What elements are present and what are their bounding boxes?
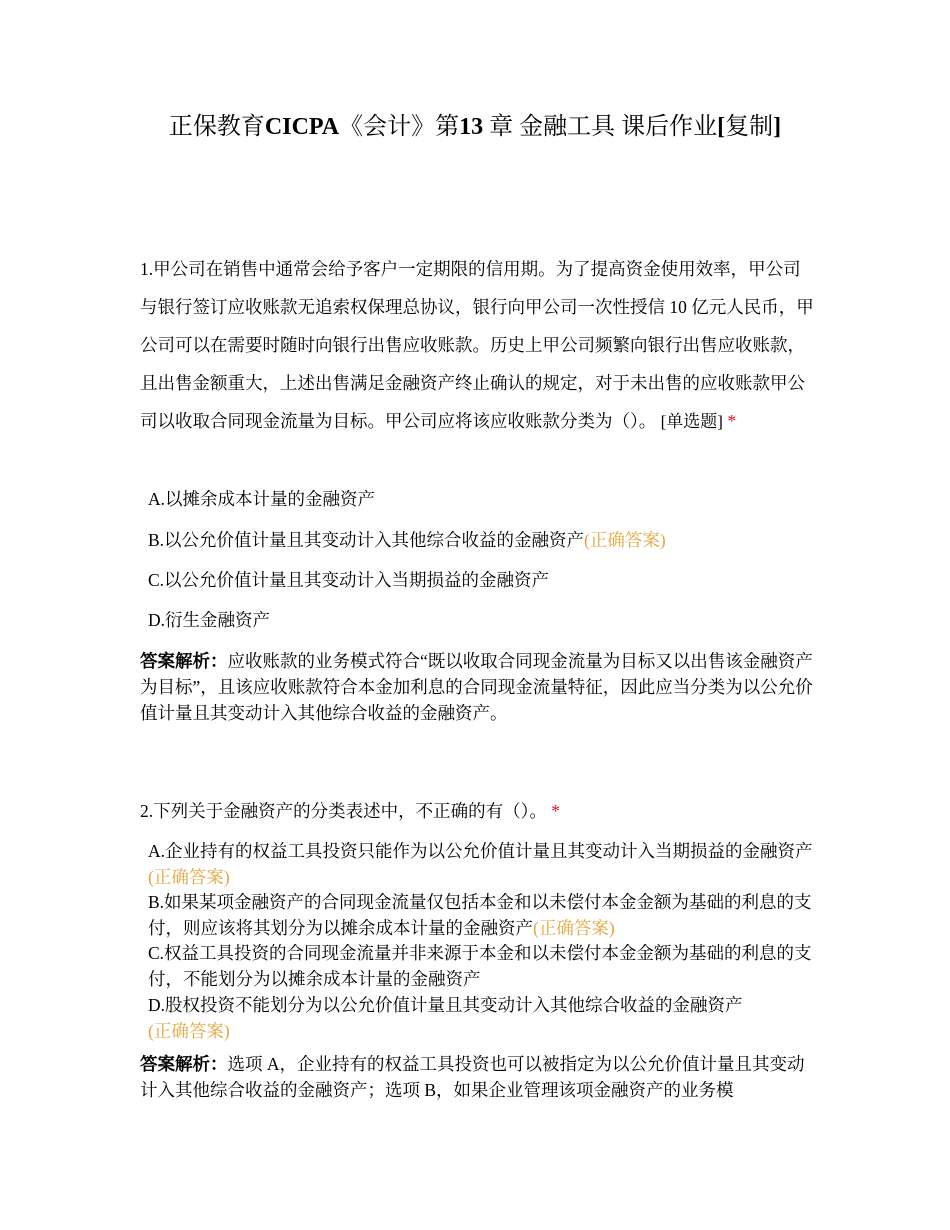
question-2-stem xyxy=(140,798,815,824)
question-2-option-b xyxy=(148,889,813,941)
correct-answer-tag: (正确答案) xyxy=(148,1021,230,1041)
title-text: ] xyxy=(773,114,782,140)
option-text: D.股权投资不能划分为以公允价值计量且其变动计入其他综合收益的金融资产 xyxy=(148,995,743,1015)
question-1-stem xyxy=(140,250,815,441)
question-1-option-b xyxy=(148,527,813,552)
question-1-option-a xyxy=(148,486,813,511)
required-marker: * xyxy=(727,411,737,431)
analysis-text: 选项 A，企业持有的权益工具投资也可以被指定为以公允价值计量且其变动计入其他综合收益的金融资产；选项 B，如果企业管理该项金融资产的业务模 xyxy=(140,1054,805,1100)
analysis-text: 应收账款的业务模式符合“既以收取合同现金流量为目标又以出售该金融资产为目标”，且该应收账款符合本金加利息的合同现金流量特征，因此应当分类为以公允价值计量且其变动计入其他综合收益的金融资产。 xyxy=(140,651,813,723)
title-text: 正保教育 xyxy=(168,114,265,140)
analysis-label: 答案解析： xyxy=(140,1054,228,1074)
title-text: 《会计》第 xyxy=(339,114,460,140)
option-text: C.以公允价值计量且其变动计入当期损益的金融资产 xyxy=(148,570,550,590)
question-1-option-d xyxy=(148,607,813,632)
option-text: A.以摊余成本计量的金融资产 xyxy=(148,489,376,509)
correct-answer-tag: (正确答案) xyxy=(148,867,230,887)
option-text: D.衍生金融资产 xyxy=(148,610,271,630)
question-2-text: 2.下列关于金融资产的分类表述中，不正确的有（）。 xyxy=(140,801,547,821)
correct-answer-tag: (正确答案) xyxy=(584,530,666,550)
question-2-option-d xyxy=(148,992,813,1044)
question-1-text: 1.甲公司在销售中通常会给予客户一定期限的信用期。为了提高资金使用效率，甲公司与银行签订应收账款无追索权保理总协议，银行向甲公司一次性授信 10 亿元人民币，甲公司可以在需要时随时向银行出售应收账款。历史上甲公司频繁向银行出售应收账款，且出售金额重大，上述出售满足金融资产终止确认的规定，对于未出售的应收账款甲公司以收取合同现金流量为目标。甲公司应将该应收账款分类为（）。 xyxy=(140,259,814,431)
question-2-analysis xyxy=(140,1051,815,1103)
title-text: 章 金融工具 课后作业 xyxy=(489,114,718,140)
title-text: CICPA xyxy=(264,114,340,140)
question-2-option-c xyxy=(148,940,813,992)
option-text: C.权益工具投资的合同现金流量并非来源于本金和以未偿付本金金额为基础的利息的支付，不能划分为以摊余成本计量的金融资产 xyxy=(148,943,812,989)
question-1-analysis xyxy=(140,648,815,726)
option-text: A.企业持有的权益工具投资只能作为以公允价值计量且其变动计入当期损益的金融资产 xyxy=(148,841,813,861)
title-text: 13 xyxy=(459,114,484,140)
option-text: B.以公允价值计量且其变动计入其他综合收益的金融资产 xyxy=(148,530,585,550)
question-1-option-c xyxy=(148,567,813,592)
correct-answer-tag: (正确答案) xyxy=(533,918,615,938)
option-text: B.如果某项金融资产的合同现金流量仅包括本金和以未偿付本金金额为基础的利息的支付，则应该将其划分为以摊余成本计量的金融资产 xyxy=(148,892,812,938)
analysis-label: 答案解析： xyxy=(140,651,228,671)
page-title xyxy=(0,110,950,144)
title-text: [ xyxy=(717,114,726,140)
title-text: 复制 xyxy=(725,114,774,140)
question-type-tag: [单选题] xyxy=(660,412,723,431)
required-marker: * xyxy=(551,801,560,821)
question-2-option-a xyxy=(148,838,813,890)
